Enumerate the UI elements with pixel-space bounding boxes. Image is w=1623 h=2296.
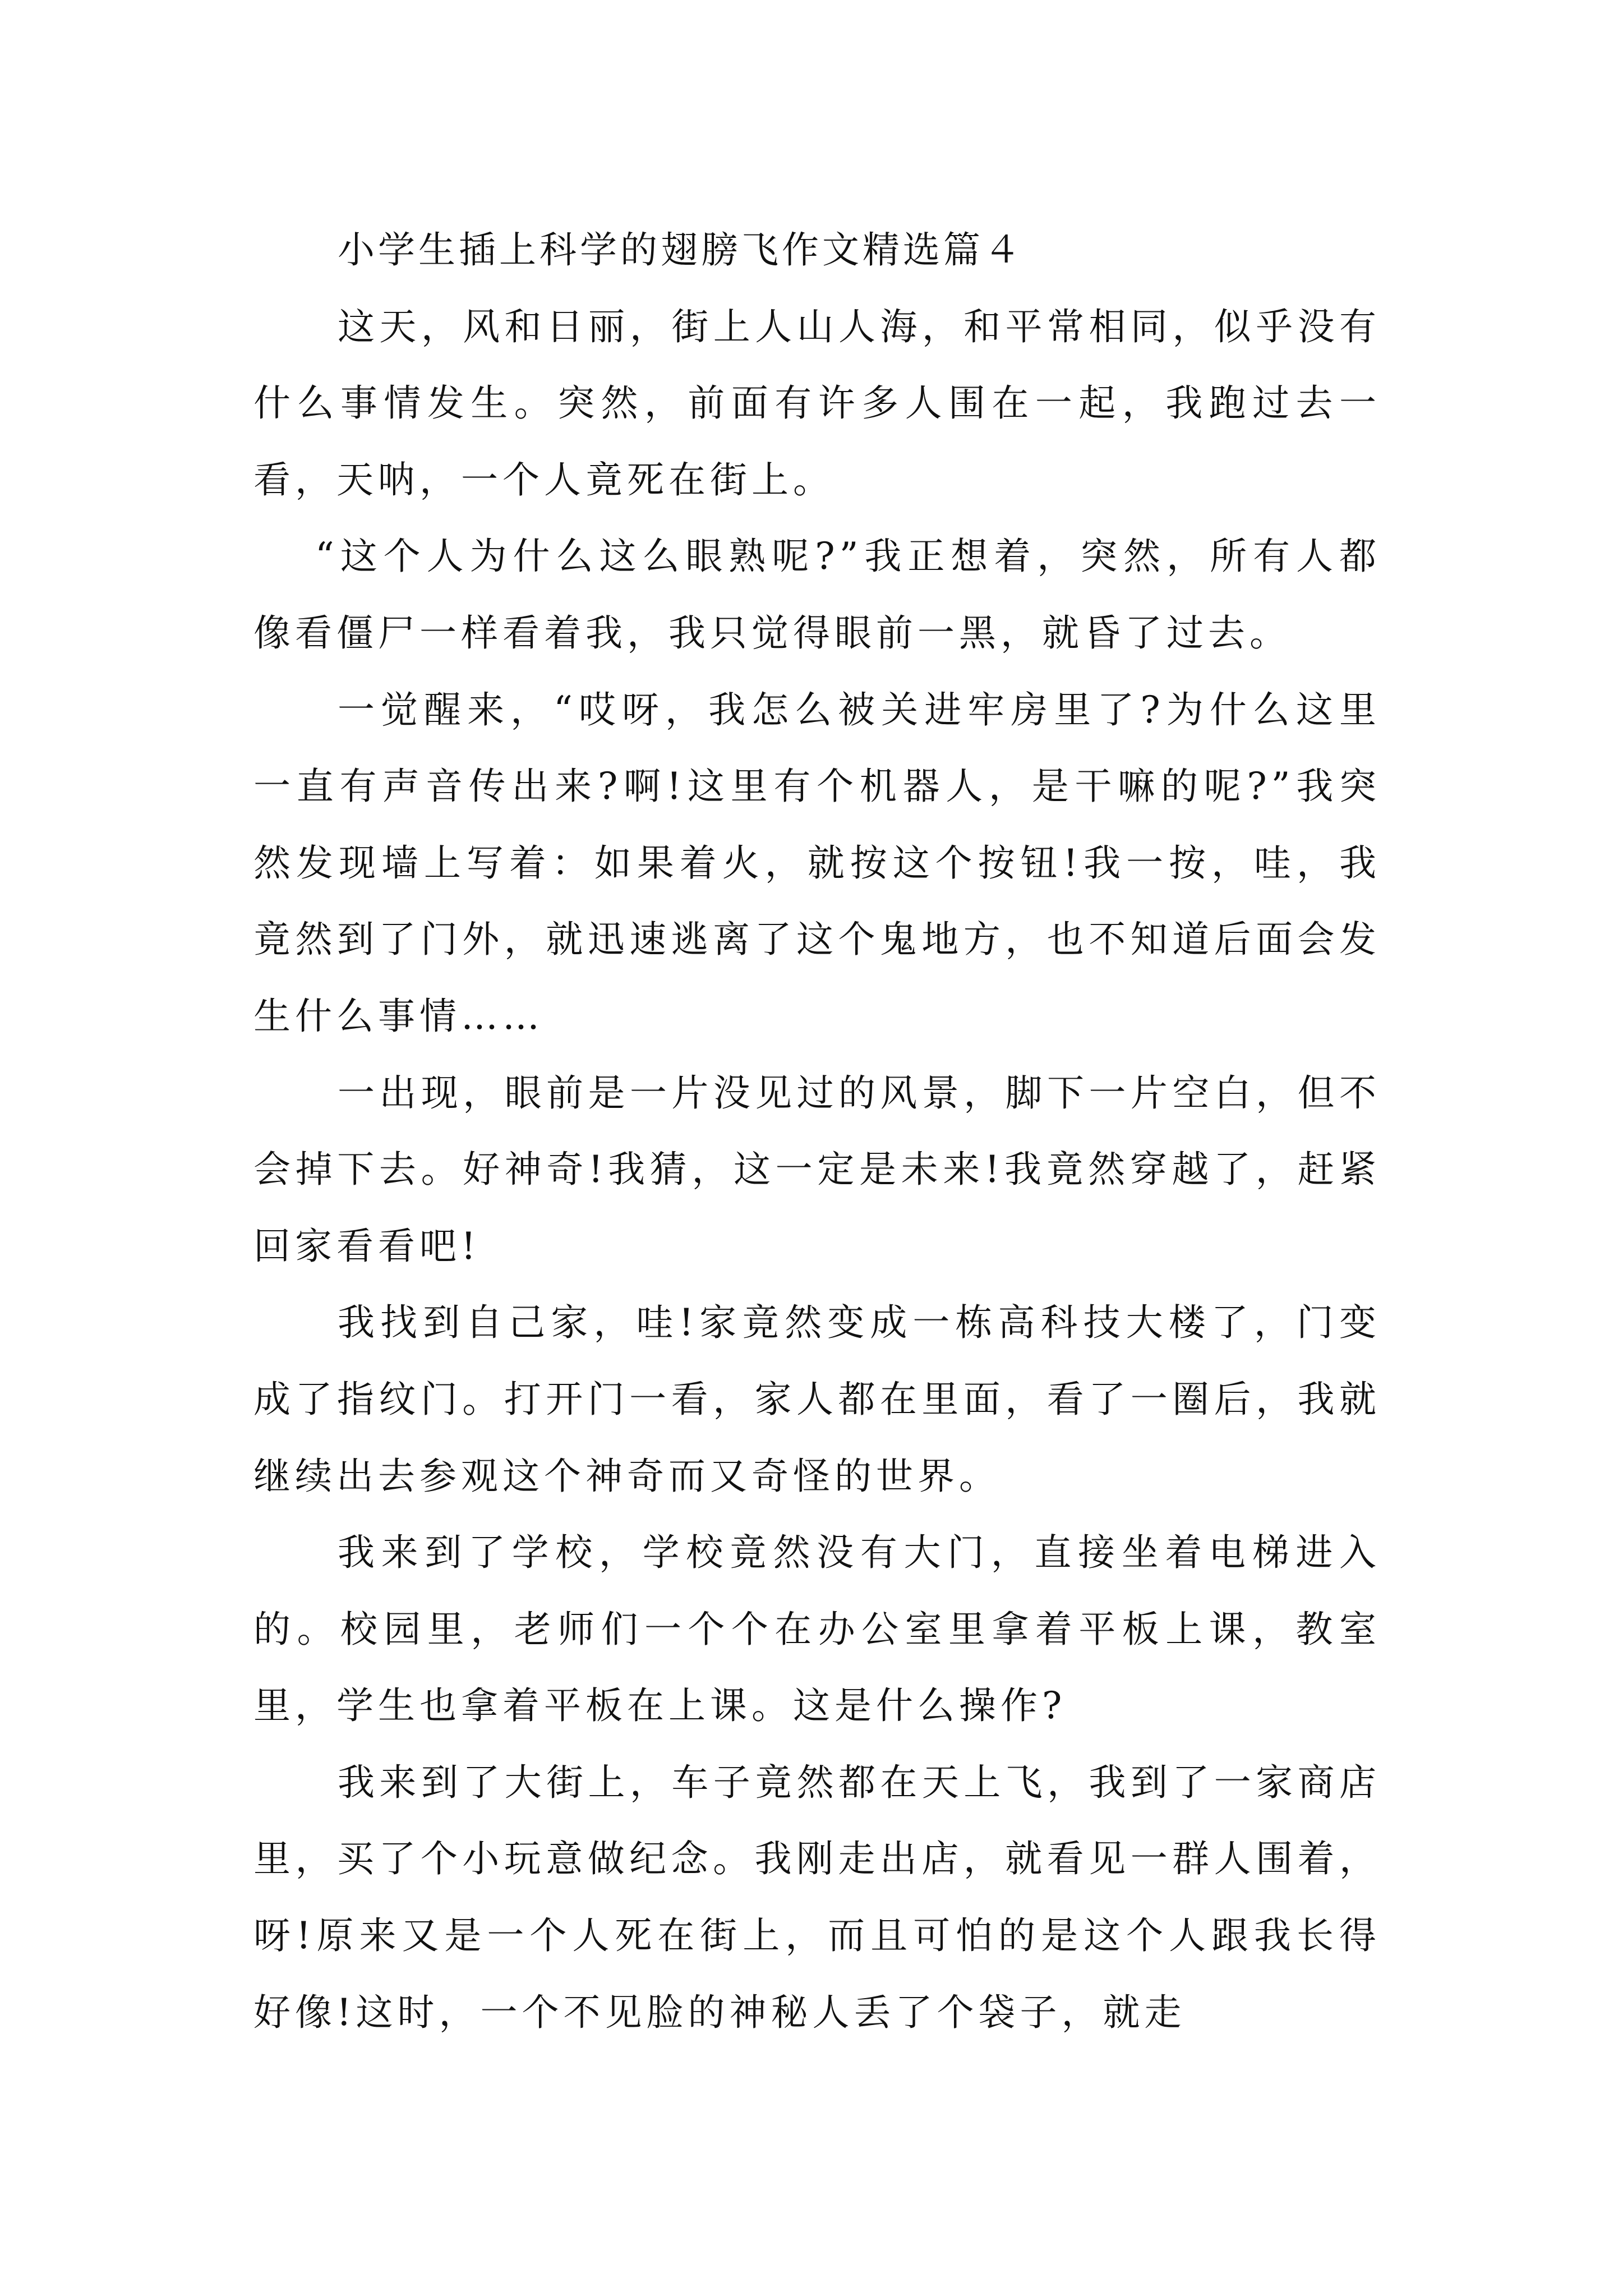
paragraph-3: 一觉醒来，“哎呀，我怎么被关进牢房里了?为什么这里一直有声音传出来?啊!这里有个机器人，是干嘛的呢?”我突然发现墙上写着：如果着火，就按这个按钮!我一按，哇，我竟然到了门外，就迅速逃离了这个鬼地方，也不知道后面会发生什么事情……	[253, 688, 1381, 1038]
paragraph-4: 一出现，眼前是一片没见过的风景，脚下一片空白，但不会掉下去。好神奇!我猜，这一定是未来!我竟然穿越了，赶紧回家看看吧!	[253, 1071, 1381, 1268]
paragraph-6: 我来到了学校，学校竟然没有大门，直接坐着电梯进入的。校园里，老师们一个个在办公室里拿着平板上课，教室里，学生也拿着平板在上课。这是什么操作?	[253, 1531, 1381, 1728]
paragraph-5: 我找到自己家，哇!家竟然变成一栋高科技大楼了，门变成了指纹门。打开门一看，家人都在里面，看了一圈后，我就继续出去参观这个神奇而又奇怪的世界。	[253, 1301, 1381, 1498]
document-body	[253, 212, 1381, 2051]
paragraph-2: “这个人为什么这么眼熟呢?”我正想着，突然，所有人都像看僵尸一样看着我，我只觉得眼前一黑，就昏了过去。	[253, 535, 1381, 655]
document-title: 小学生插上科学的翅膀飞作文精选篇４	[338, 228, 1024, 272]
paragraph-7: 我来到了大街上，车子竟然都在天上飞，我到了一家商店里，买了个小玩意做纪念。我刚走出店，就看见一群人围着，呀!原来又是一个人死在街上，而且可怕的是这个人跟我长得好像!这时，一个不见脸的神秘人丢了个袋子，就走	[253, 1760, 1381, 2034]
paragraph-1: 这天，风和日丽，街上人山人海，和平常相同，似乎没有什么事情发生。突然，前面有许多人围在一起，我跑过去一看，天呐，一个人竟死在街上。	[253, 305, 1381, 501]
